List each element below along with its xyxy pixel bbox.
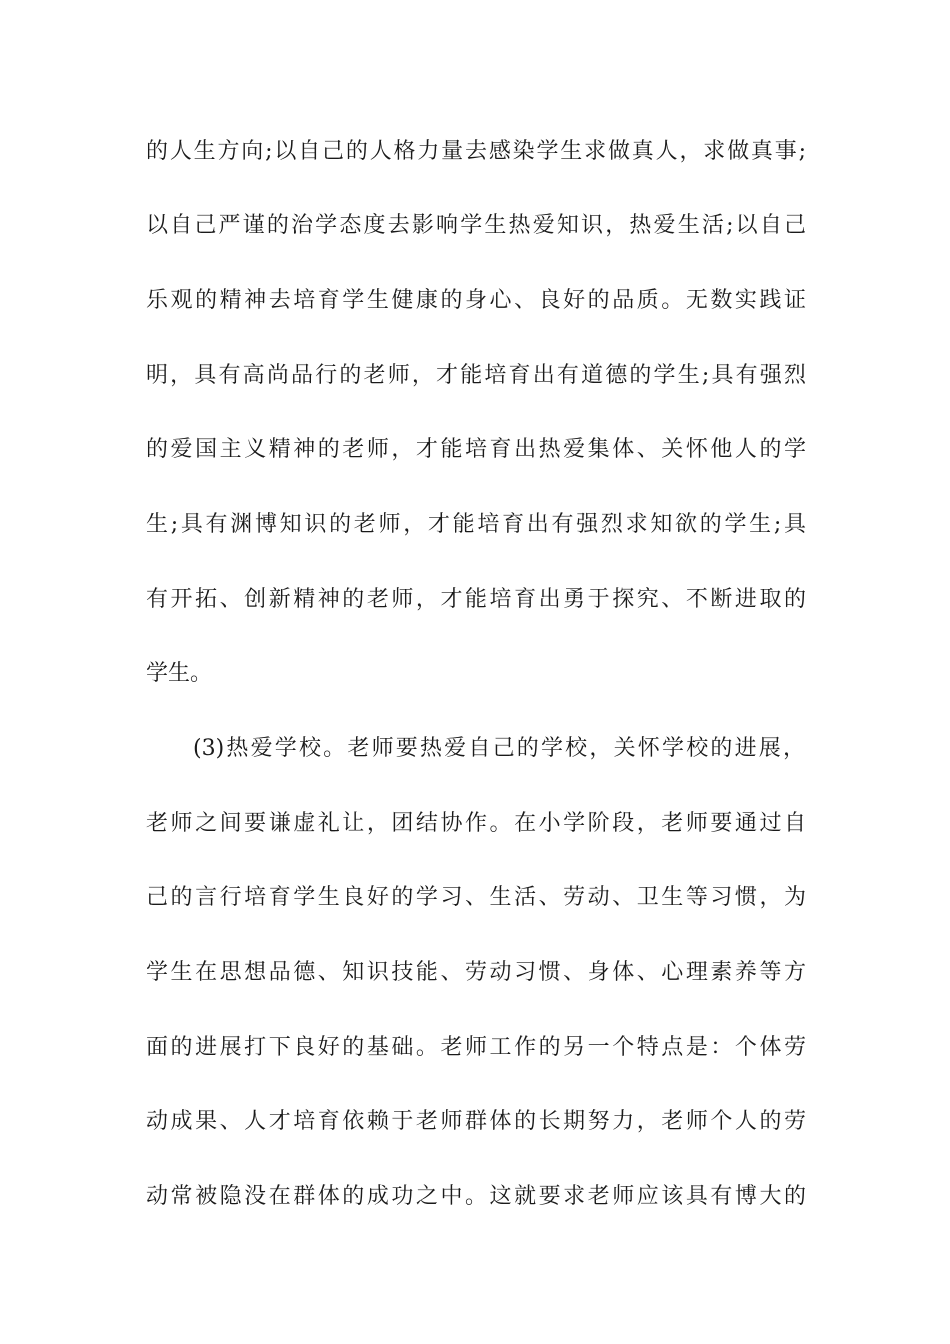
text-line: 动常被隐没在群体的成功之中。这就要求老师应该具有博大的	[146, 1184, 806, 1209]
paragraph-first-line: (3)热爱学校。老师要热爱自己的学校，关怀学校的进展，	[193, 736, 805, 761]
text-line: 学生在思想品德、知识技能、劳动习惯、身体、心理素养等方	[146, 960, 806, 985]
text-line: 乐观的精神去培育学生健康的身心、良好的品质。无数实践证	[146, 288, 806, 313]
text-line: 动成果、人才培育依赖于老师群体的长期努力，老师个人的劳	[146, 1109, 806, 1134]
text-line: 学生。	[146, 661, 213, 686]
text-line: 以自己严谨的治学态度去影响学生热爱知识，热爱生活;以自己	[146, 213, 806, 238]
text-line: 己的言行培育学生良好的学习、生活、劳动、卫生等习惯，为	[146, 885, 806, 910]
text-line: 生;具有渊博知识的老师，才能培育出有强烈求知欲的学生;具	[146, 512, 806, 537]
text-line: 老师之间要谦虚礼让，团结协作。在小学阶段，老师要通过自	[146, 811, 806, 836]
text-line: 明，具有高尚品行的老师，才能培育出有道德的学生;具有强烈	[146, 363, 806, 388]
text-line: 有开拓、创新精神的老师，才能培育出勇于探究、不断进取的	[146, 587, 806, 612]
text-line: 的爱国主义精神的老师，才能培育出热爱集体、关怀他人的学	[146, 437, 806, 462]
text-line: 面的进展打下良好的基础。老师工作的另一个特点是：个体劳	[146, 1035, 806, 1060]
text-line: 的人生方向;以自己的人格力量去感染学生求做真人，求做真事;	[146, 139, 806, 164]
